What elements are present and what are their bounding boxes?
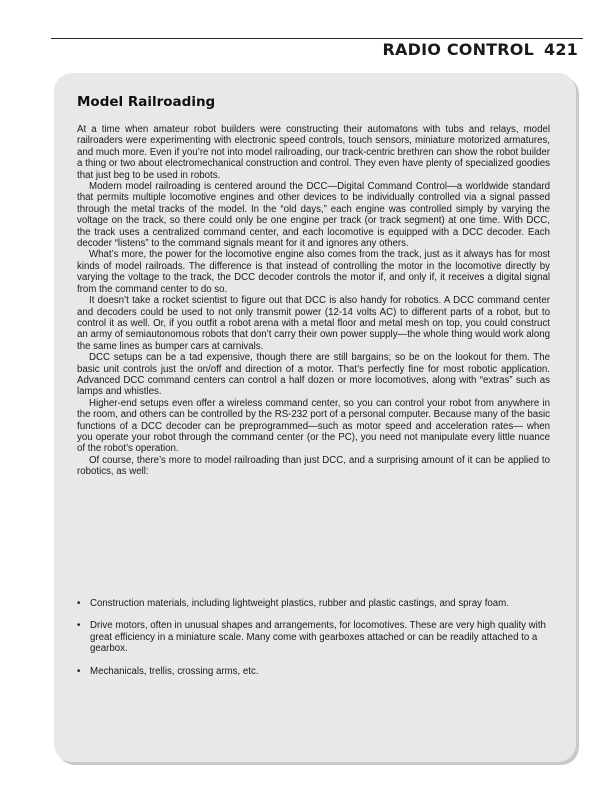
bullet-icon: • — [77, 620, 81, 632]
running-head — [383, 40, 578, 59]
page-number: 421 — [544, 40, 578, 59]
list-item — [77, 666, 550, 677]
bullet-icon: • — [77, 598, 81, 609]
paragraph: DCC setups can be a tad expensive, though there are still bargains; so be on the lookout for them. The basic unit controls just the on/off and direction of a motor. That’s perfectly fine for most robotic application. Advanced DCC command centers can control a half dozen or more locomotives, along with “extras” such as lamps and whistles. — [77, 352, 550, 398]
chapter-title: RADIO CONTROL — [382, 40, 534, 59]
list-item-text: Construction materials, including lightweight plastics, rubber and plastic castings, and spray foam. — [90, 598, 509, 609]
bullet-icon: • — [77, 665, 81, 677]
sidebar-body — [77, 124, 550, 478]
list-item — [77, 598, 550, 609]
paragraph: Of course, there’s more to model railroading than just DCC, and a surprising amount of it can be applied to robotics, as well: — [77, 454, 550, 478]
paragraph: Higher-end setups even offer a wireless command center, so you can control your robot from anywhere in the room, and others can be controlled by the RS-232 port of a personal computer. Because many of the basic functions of a DCC decoder can be preprogrammed—such as motor speed and acceleration rates— when you operate your robot through the command center (or the PC), you need not manipulate every little nuance of the robot’s operation. — [77, 397, 550, 455]
paragraph: It doesn’t take a rocket scientist to figure out that DCC is also handy for robotics. A DCC command center and decoders could be used to not only transmit power (12-14 volts AC) to different parts of a robot, but to control it as well. Or, if you outfit a robot arena with a metal floor and metal mesh on top, you could construct an army of semiautonomous robots that don’t carry their own power supply—the whole thing would work along the same lines as bumper cars at carnivals. — [77, 295, 550, 352]
list-item — [77, 620, 550, 654]
list-item-text: Mechanicals, trellis, crossing arms, etc. — [90, 665, 259, 677]
paragraph: What’s more, the power for the locomotive engine also comes from the track, just as it always has for most kinds of model railroads. The difference is that instead of controlling the motor in the locomotive directly by varying the voltage to the track, the DCC decoder controls the motor if, and only if, it receives a digital signal from the command center to do so. — [77, 249, 550, 295]
sidebar-title: Model Railroading — [77, 94, 216, 110]
paragraph: At a time when amateur robot builders were constructing their automatons with tubs and relays, model railroaders were experimenting with electronic speed controls, touch sensors, miniature motorized armatures, and much more. Even if you’re not into model railroading, our track-centric brethren can show the robot builder a thing or two about electromechanical construction and control. They even have plenty of specialized goodies that just beg to be used in robots. — [77, 124, 550, 181]
list-item-text: Drive motors, often in unusual shapes and arrangements, for locomotives. These are very high quality with great efficiency in a miniature scale. Many come with gearboxes attached or can be readily attached to a gearbox. — [90, 620, 546, 655]
header-rule — [51, 38, 583, 39]
paragraph: Modern model railroading is centered around the DCC—Digital Command Control—a worldwide standard that permits multiple locomotive engines and other devices to be individually controlled via a signal passed through the metal tracks of the model. In the “old days,” each engine was controlled simply by varying the voltage on the track, so there could only be one engine per track (or track segment) at one time. With DCC, the track uses a centralized command center, and each locomotive is equipped with a DCC decoder. Each decoder “listens” to the command signals meant for it and ignores any others. — [77, 181, 550, 250]
bullet-list — [77, 598, 550, 688]
